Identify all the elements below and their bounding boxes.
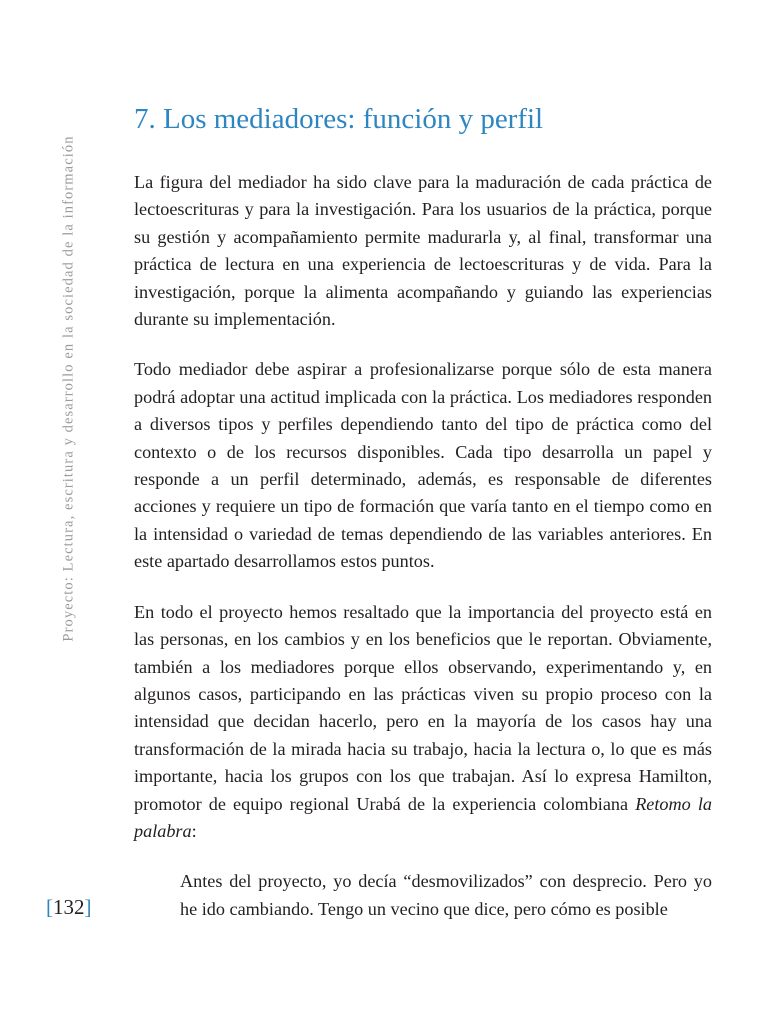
paragraph-3 bbox=[134, 599, 712, 846]
block-quote: Antes del proyecto, yo decía “desmovilizados” con desprecio. Pero yo he ido cambiando. Tengo un vecino que dice, pero cómo es posible bbox=[180, 871, 712, 919]
running-head-text: Proyecto: Lectura, escritura y desarrollo en la sociedad de la información bbox=[60, 134, 77, 642]
paragraph-3-text: En todo el proyecto hemos resaltado que la importancia del proyecto está en las personas, en los cambios y en los beneficios que le reportan. Obviamente, también a los mediadores porque ellos observando, experimentando y, en algunos casos, participando en las prácticas viven su propio proceso con la intensidad que decidan hacerlo, pero en la mayoría de los casos hay una transformación de la mirada hacia su trabajo, hacia la lectura o, lo que es más importante, hacia los grupos con los que trabajan. Así lo expresa Hamilton, promotor de equipo regional Urabá de la experiencia colombiana bbox=[134, 601, 712, 814]
running-head bbox=[56, 104, 82, 672]
page-number bbox=[46, 895, 92, 920]
page-body bbox=[134, 100, 712, 923]
paragraph-2: Todo mediador debe aspirar a profesionalizarse porque sólo de esta manera podrá adoptar una actitud implicada con la práctica. Los mediadores responden a diversos tipos y perfiles dependiendo tanto del tipo de práctica como del contexto o de los recursos disponibles. Cada tipo desarrolla un papel y responde a un perfil determinado, además, es responsable de diferentes acciones y requiere un tipo de formación que varía tanto en el tiempo como en la intensidad o variedad de temas dependiendo de las variables anteriores. En este apartado desarrollamos estos puntos. bbox=[134, 359, 712, 572]
paragraph-3-end: : bbox=[191, 820, 197, 841]
chapter-title: 7. Los mediadores: función y perfil bbox=[134, 103, 544, 135]
page-number-value: 132 bbox=[53, 895, 85, 919]
page-number-open-bracket: [ bbox=[46, 895, 53, 919]
page-number-close-bracket: ] bbox=[84, 895, 92, 919]
paragraph-3-italic-title: Retomo la palabra bbox=[134, 793, 712, 841]
paragraph-1: La figura del mediador ha sido clave para la maduración de cada práctica de lectoescrituras y para la investigación. Para los usuarios de la práctica, porque su gestión y acompañamiento permite madurarla y, al final, transformar una práctica de lectura en una experiencia de lectoescrituras y de vida. Para la investigación, porque la alimenta acompañando y guiando las experiencias durante su implementación. bbox=[134, 172, 712, 330]
